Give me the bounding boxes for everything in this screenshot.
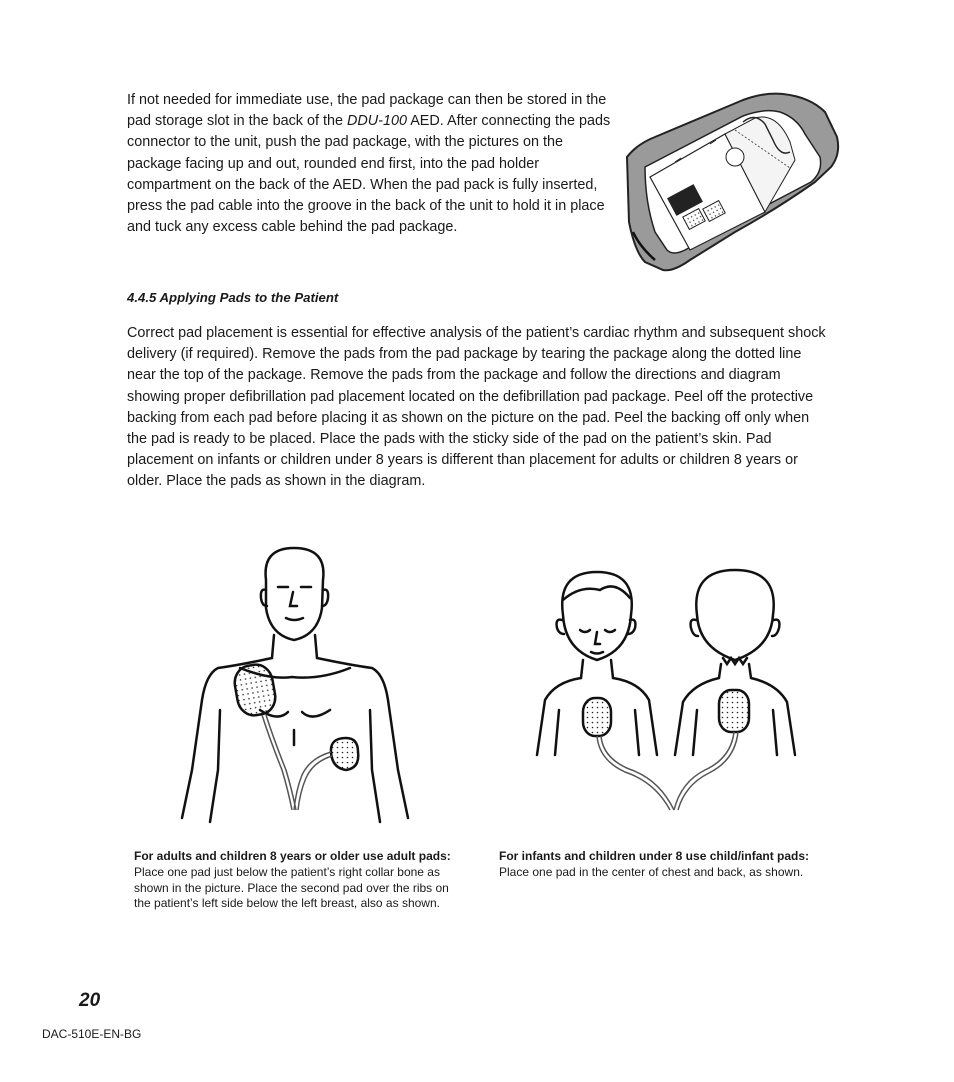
child-caption-text: Place one pad in the center of chest and back, as shown. [499,864,804,879]
adult-caption-text: Place one pad just below the patient’s right collar bone as shown in the picture. Place the second pad over the ribs on the patient’s left side below the left breast, also as shown. [134,864,449,911]
intro-text-after: AED. After connecting the pads connector to the unit, push the pad package, with the pictures on the package facing up and out, rounded end first, into the pad holder compartment on the back of the AED. When the pad pack is fully inserted, press the pad cable into the groove in the back of the unit to hold it in place and tuck any excess cable behind the pad package. [127,113,611,236]
section-heading: 4.4.5 Applying Pads to the Patient [127,290,339,305]
document-code: DAC-510E-EN-BG [42,1027,142,1041]
model-name: DDU-100 [347,113,407,130]
adult-pads-caption [134,849,459,912]
child-caption-bold: For infants and children under 8 use child/infant pads: [499,849,810,863]
intro-paragraph [127,90,612,238]
intro-text-before: If not needed for immediate use, the pad package can then be stored in the pad storage slot in the back of the [127,92,607,130]
child-pad-placement-illustration [525,560,815,820]
page-number: 20 [79,990,101,1011]
adult-caption-bold: For adults and children 8 years or older use adult pads: [134,849,451,863]
child-pads-caption [499,849,819,881]
aed-back-illustration [615,82,845,277]
adult-pad-placement-illustration [170,540,420,830]
pad-placement-paragraph: Correct pad placement is essential for effective analysis of the patient’s cardiac rhythm and subsequent shock delivery (if required). Remove the pads from the pad package by tearing the package along the dotted line near the top of the package. Remove the pads from the package and follow the directions and diagram showing proper defibrillation pad placement located on the defibrillation pad package. Peel off the protective backing from each pad before placing it as shown on the picture on the pad. Peel the backing off only when the pad is ready to be placed. Place the pads with the sticky side of the pad on the patient’s skin. Pad placement on infants or children under 8 years is different than placement for adults or children 8 years or older. Place the pads as shown in the diagram. [127,325,826,490]
